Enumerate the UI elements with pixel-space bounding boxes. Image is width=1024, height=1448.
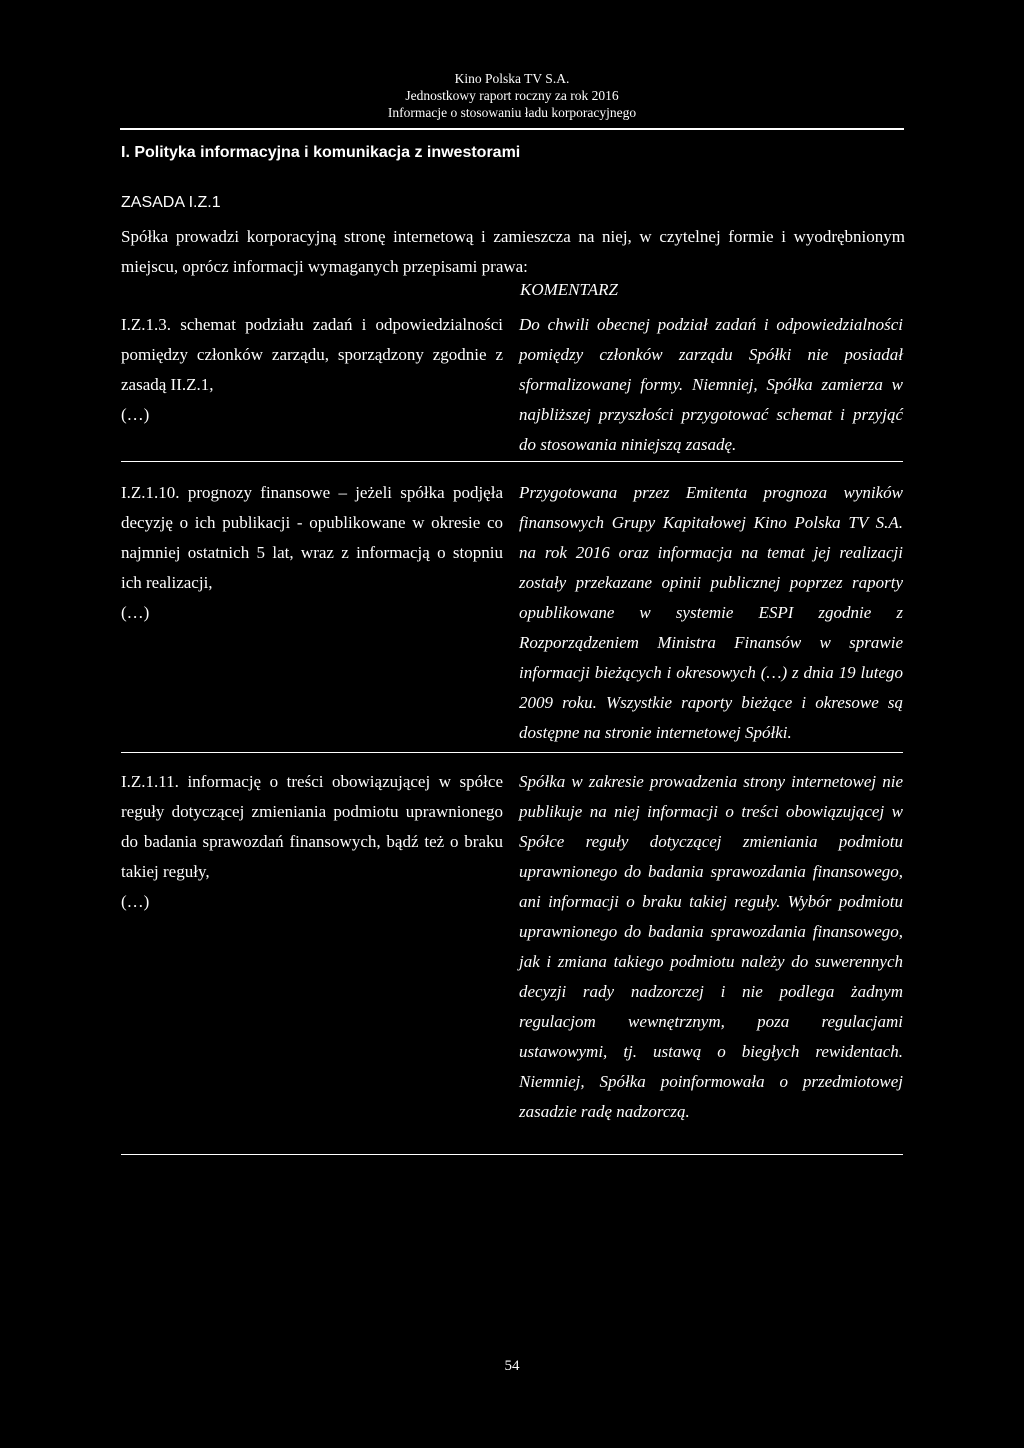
- row-divider: [121, 1154, 903, 1155]
- header-rule: [120, 128, 904, 130]
- page-number: 54: [504, 1358, 520, 1374]
- requirement-cell: [121, 310, 503, 430]
- section-title: I. Polityka informacyjna i komunikacja z inwestorami: [121, 144, 521, 161]
- rule-id: ZASADA I.Z.1: [121, 194, 221, 211]
- header-section: Informacje o stosowaniu ładu korporacyjnego: [387, 105, 637, 120]
- comment-text: Spółka w zakresie prowadzenia strony internetowej nie publikuje na niej informacji o treści obowiązującej w Spółce reguły dotyczącej zmieniania podmiotu uprawnionego do badania sprawozdania finansowego, ani informacji o braku takiej reguły. Wybór podmiotu uprawnionego do badania sprawozdania finansowego, jak i zmiana takiego podmiotu należy do suwerennych decyzji rady nadzorczej i nie podlega żadnym regulacjom wewnętrznym, poza regulacjami ustawowymi, tj. ustawą o biegłych rewidentach. Niemniej, Spółka poinformowała o przedmiotowej zasadzie radę nadzorczą.: [519, 772, 903, 1121]
- row-divider: [121, 461, 903, 462]
- ellipsis: (…): [121, 892, 150, 911]
- requirement-cell: [121, 478, 503, 628]
- ellipsis: (…): [121, 405, 150, 424]
- comment-column-heading: KOMENTARZ: [520, 280, 618, 299]
- comment-text: Przygotowana przez Emitenta prognoza wyników finansowych Grupy Kapitałowej Kino Polska TV S.A. na rok 2016 oraz informacja na temat jej realizacji zostały przekazane opinii publicznej poprzez raporty opublikowane w systemie ESPI zgodnie z Rozporządzeniem Ministra Finansów w sprawie informacji bieżących i okresowych (…) z dnia 19 lutego 2009 roku. Wszystkie raporty bieżące i okresowe są dostępne na stronie internetowej Spółki.: [519, 483, 903, 742]
- header-report: Jednostkowy raport roczny za rok 2016: [405, 88, 619, 103]
- document-header: [120, 70, 904, 121]
- requirement-cell: [121, 767, 503, 917]
- header-company: Kino Polska TV S.A.: [454, 71, 570, 86]
- requirement-text: I.Z.1.10. prognozy finansowe – jeżeli spółka podjęła decyzję o ich publikacji - opublikowane w okresie co najmniej ostatnich 5 lat, wraz z informacją o stopniu ich realizacji,: [121, 483, 503, 592]
- row-divider: [121, 752, 903, 753]
- comment-text: Do chwili obecnej podział zadań i odpowiedzialności pomiędzy członków zarządu Spółki nie posiadał sformalizowanej formy. Niemniej, Spółka zamierza w najbliższej przyszłości przygotować schemat i przyjąć do stosowania niniejszą zasadę.: [519, 315, 903, 454]
- requirement-text: I.Z.1.3. schemat podziału zadań i odpowiedzialności pomiędzy członków zarządu, sporządzony zgodnie z zasadą II.Z.1,: [121, 315, 503, 394]
- rule-intro: Spółka prowadzi korporacyjną stronę internetową i zamieszcza na niej, w czytelnej formie i wyodrębnionym miejscu, oprócz informacji wymaganych przepisami prawa:: [121, 227, 905, 276]
- requirement-text: I.Z.1.11. informację o treści obowiązującej w spółce reguły dotyczącej zmieniania podmiotu uprawnionego do badania sprawozdań finansowych, bądź też o braku takiej reguły,: [121, 772, 503, 881]
- ellipsis: (…): [121, 603, 150, 622]
